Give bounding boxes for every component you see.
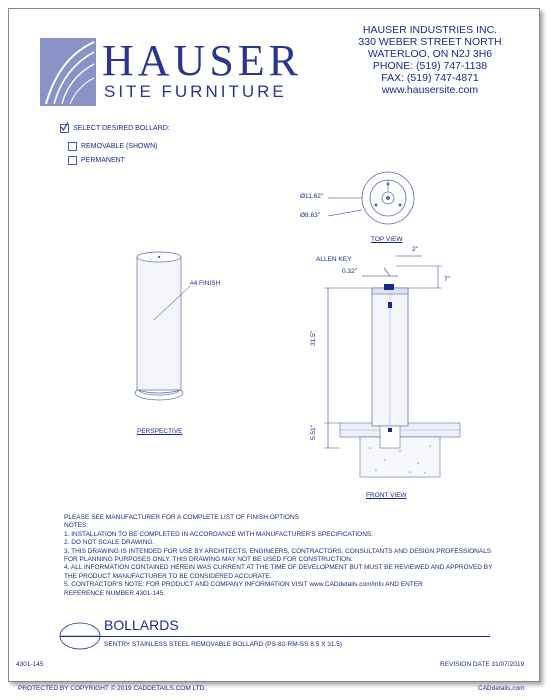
note-item: 1. INSTALLATION TO BE COMPLETED IN ACCORDANCE WITH MANUFACTURER'S SPECIFICATIONS. xyxy=(64,530,374,538)
brand-name: HAUSER xyxy=(102,36,303,85)
notes-block xyxy=(64,514,492,598)
top-view-leaders xyxy=(326,190,366,230)
revision-date: REVISION DATE 31/07/2019 xyxy=(440,661,525,668)
top-view-label: TOP VIEW xyxy=(371,236,403,243)
perspective-label: PERSPECTIVE xyxy=(137,428,183,435)
hauser-logo xyxy=(40,36,320,108)
outer-diameter-label: Ø11.62" xyxy=(300,193,324,200)
front-view-drawing xyxy=(300,248,480,488)
company-website[interactable]: www.hausersite.com xyxy=(381,84,479,96)
top-view-drawing xyxy=(358,168,418,228)
select-bollard-label: SELECT DESIRED BOLLARD: xyxy=(73,125,170,132)
option-label: PERMANENT xyxy=(81,157,125,164)
drawing-subtitle: SENTRY STAINLESS STEEL REMOVABLE BOLLARD (PS-82-RM-SS 8.5 X 31.5) xyxy=(104,641,343,648)
perspective-drawing xyxy=(110,250,210,420)
dim-032-label: 0.32" xyxy=(342,268,357,275)
note-item: 4. ALL INFORMATION CONTAINED HEREIN WAS CURRENT AT THE TIME OF DEVELOPMENT BUT MUST BE REVIEWED AND APPROVED BY xyxy=(64,564,493,572)
inner-diameter-label: Ø8.63" xyxy=(300,212,321,219)
permanent-checkbox[interactable] xyxy=(68,156,77,165)
dim-551-label: 5.51" xyxy=(310,425,317,440)
drawing-title: BOLLARDS xyxy=(104,617,179,633)
note-item: 3. THIS DRAWING IS INTENDED FOR USE BY ARCHITECTS, ENGINEERS, CONTRACTORS, CONSULTANTS AND DESIGN PROFESSIONALS xyxy=(64,547,492,555)
finish-label: #4 FINISH xyxy=(190,280,221,287)
note-item: REFERENCE NUMBER 4301-145 xyxy=(64,589,164,597)
brand-subtitle: SITE FURNITURE xyxy=(104,82,287,101)
company-line: FAX: (519) 747-4871 xyxy=(381,72,479,84)
company-line: WATERLOO, ON N2J 3H6 xyxy=(367,48,493,60)
notes-header: NOTES: xyxy=(64,522,89,530)
removable-checkbox[interactable] xyxy=(68,142,77,151)
dim-2-label: 2" xyxy=(412,246,418,253)
finish-options-note: PLEASE SEE MANUFACTURER FOR A COMPLETE LIST OF FINISH OPTIONS xyxy=(64,514,300,521)
option-permanent[interactable] xyxy=(68,156,125,165)
front-view-label: FRONT VIEW xyxy=(366,492,407,499)
note-item: 5. CONTRACTOR'S NOTE: FOR PRODUCT AND COMPANY INFORMATION VISIT www.CADdetails.com/info AND ENTER xyxy=(64,581,423,589)
dim-7-label: 7" xyxy=(444,276,450,283)
finish-leader xyxy=(148,284,208,324)
option-label: REMOVABLE (SHOWN) xyxy=(81,143,158,150)
logo-swoosh-icon xyxy=(40,36,100,108)
company-line: 330 WEBER STREET NORTH xyxy=(358,36,502,48)
reference-number: 4301-145 xyxy=(16,661,44,668)
note-item: THE PRODUCT MANUFACTURER TO BE CONSIDERED ACCURATE. xyxy=(64,572,272,580)
company-info xyxy=(340,24,520,96)
note-item: FOR PLANNING PURPOSES ONLY. THIS DRAWING MAY NOT BE USED FOR CONSTRUCTION. xyxy=(64,556,353,564)
company-line: PHONE: (519) 747-1138 xyxy=(372,60,488,72)
caddetails-link[interactable]: CADdetails.com xyxy=(478,685,525,692)
dim-315-label: 31.5" xyxy=(310,331,317,346)
select-bollard-header xyxy=(60,124,170,133)
title-divider xyxy=(60,636,490,637)
copyright-notice: PROTECTED BY COPYRIGHT © 2019 CADDETAILS.COM LTD. xyxy=(18,685,207,692)
checked-box-icon xyxy=(60,124,69,133)
allen-key-label: ALLEN KEY xyxy=(316,256,352,263)
option-removable[interactable] xyxy=(68,142,158,151)
note-item: 2. DO NOT SCALE DRAWING. xyxy=(64,539,155,547)
company-line: HAUSER INDUSTRIES INC. xyxy=(362,24,498,36)
